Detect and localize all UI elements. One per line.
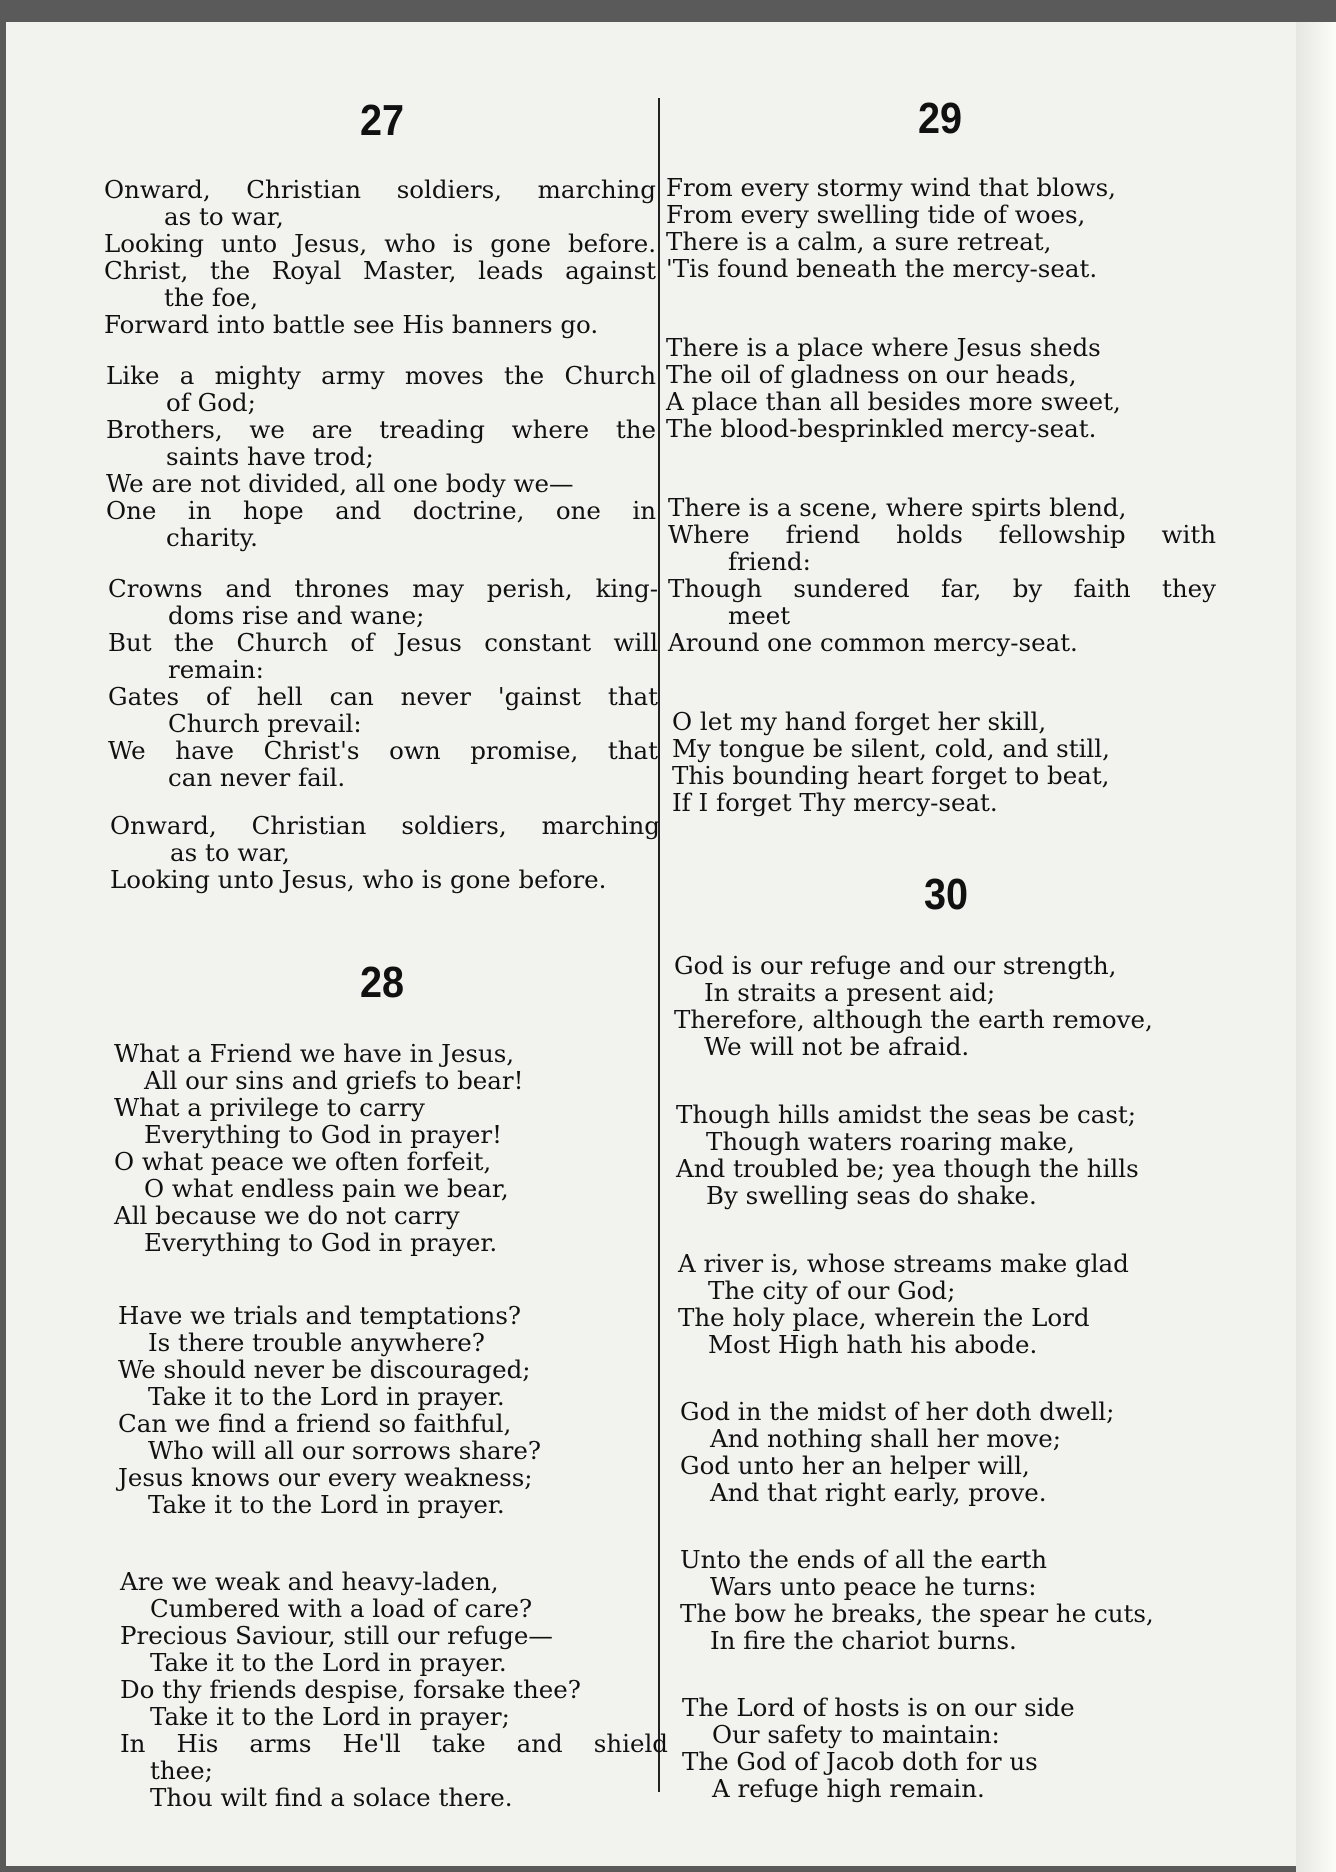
hymn-line: There is a scene, where spirts blend, — [668, 493, 1127, 522]
hymn-line: One in hope and doctrine, one in — [106, 496, 656, 525]
hymn-line: Around one common mercy-seat. — [668, 628, 1078, 657]
hymn-28-verse-1 — [114, 1040, 674, 1256]
hymn-line: Precious Saviour, still our refuge— — [120, 1621, 553, 1650]
hymn-line: We are not divided, all one body we— — [106, 469, 574, 498]
hymn-27-verse-2 — [106, 362, 656, 551]
hymn-line: Onward, Christian soldiers, marching — [104, 175, 656, 204]
hymn-line: A refuge high remain. — [712, 1774, 985, 1803]
hymn-line: All because we do not carry — [114, 1201, 460, 1230]
hymn-line: Can we find a friend so faithful, — [118, 1409, 512, 1438]
hymn-line: The blood-besprinkled mercy-seat. — [666, 414, 1097, 443]
hymn-line: Crowns and thrones may perish, king- — [108, 574, 658, 603]
hymn-30-verse-1 — [674, 952, 1234, 1060]
hymn-line: Christ, the Royal Master, leads against — [104, 256, 656, 285]
hymn-line: Jesus knows our every weakness; — [118, 1463, 533, 1492]
hymn-line: A place than all besides more sweet, — [666, 387, 1121, 416]
hymn-line: as to war, — [164, 202, 284, 231]
hymn-line: There is a calm, a sure retreat, — [666, 227, 1052, 256]
hymn-line: charity. — [166, 523, 258, 552]
hymn-29-verse-4 — [672, 708, 1232, 816]
hymn-27 — [102, 96, 662, 146]
hymn-line: O let my hand forget her skill, — [672, 707, 1047, 736]
hymn-line: saints have trod; — [166, 442, 374, 471]
hymn-28 — [102, 958, 662, 1008]
hymn-line: And troubled be; yea though the hills — [676, 1154, 1139, 1183]
hymn-line: as to war, — [170, 838, 290, 867]
hymn-30-verse-6 — [682, 1694, 1242, 1802]
hymn-line: Church prevail: — [168, 709, 362, 738]
hymn-line: Thou wilt find a solace there. — [150, 1783, 513, 1812]
hymn-line: Who will all our sorrows share? — [148, 1436, 541, 1465]
hymn-29-verse-3 — [668, 494, 1216, 656]
hymn-line: Most High hath his abode. — [708, 1330, 1038, 1359]
hymn-28-verse-3 — [120, 1568, 670, 1811]
hymn-line: of God; — [166, 388, 256, 417]
hymn-line: friend: — [728, 547, 811, 576]
hymn-line: Though hills amidst the seas be cast; — [676, 1100, 1137, 1129]
hymn-line: Is there trouble anywhere? — [148, 1328, 485, 1357]
hymn-line: Looking unto Jesus, who is gone before. — [110, 865, 607, 894]
hymn-line: By swelling seas do shake. — [706, 1181, 1037, 1210]
hymn-28-verse-2 — [118, 1302, 678, 1518]
hymn-line: 'Tis found beneath the mercy-seat. — [666, 254, 1098, 283]
hymn-line: remain: — [168, 655, 264, 684]
hymn-line: Take it to the Lord in prayer; — [150, 1702, 510, 1731]
hymn-line: But the Church of Jesus constant will — [108, 628, 658, 657]
hymn-line: All our sins and griefs to bear! — [144, 1066, 524, 1095]
hymn-line: From every stormy wind that blows, — [666, 173, 1116, 202]
hymn-line: The holy place, wherein the Lord — [678, 1303, 1090, 1332]
hymn-line: God unto her an helper will, — [680, 1451, 1030, 1480]
hymn-line: doms rise and wane; — [168, 601, 425, 630]
hymn-line: Cumbered with a load of care? — [150, 1594, 533, 1623]
hymn-line: Take it to the Lord in prayer. — [148, 1382, 505, 1411]
hymn-line: O what peace we often forfeit, — [114, 1147, 492, 1176]
hymn-27-verse-3 — [108, 575, 658, 791]
hymn-line: In His arms He'll take and shield — [120, 1729, 668, 1758]
hymn-line: The oil of gladness on our heads, — [666, 360, 1077, 389]
hymn-line: We should never be discouraged; — [118, 1355, 531, 1384]
hymn-number: 27 — [359, 96, 405, 145]
hymn-29 — [680, 94, 1200, 144]
hymn-number: 28 — [359, 958, 405, 1007]
hymn-29-verse-2 — [666, 334, 1226, 442]
hymn-30 — [686, 870, 1206, 920]
hymn-line: thee; — [150, 1756, 213, 1785]
hymn-29-verse-1 — [666, 174, 1226, 282]
hymn-line: God in the midst of her doth dwell; — [680, 1397, 1115, 1426]
hymn-30-verse-5 — [680, 1546, 1240, 1654]
column-divider — [658, 98, 660, 1792]
hymn-line: We have Christ's own promise, that — [108, 736, 658, 765]
hymn-line: Do thy friends despise, forsake thee? — [120, 1675, 581, 1704]
hymn-line: Though waters roaring make, — [706, 1127, 1075, 1156]
hymn-line: Everything to God in prayer. — [144, 1228, 498, 1257]
hymn-line: Unto the ends of all the earth — [680, 1545, 1048, 1574]
hymn-line: The city of our God; — [708, 1276, 956, 1305]
hymn-line: A river is, whose streams make glad — [678, 1249, 1129, 1278]
hymn-line: Gates of hell can never 'gainst that — [108, 682, 658, 711]
hymn-line: Brothers, we are treading where the — [106, 415, 656, 444]
hymn-line: can never fail. — [168, 763, 346, 792]
hymn-line: In straits a present aid; — [704, 978, 996, 1007]
hymn-line: Have we trials and temptations? — [118, 1301, 522, 1330]
hymn-line: Therefore, although the earth remove, — [674, 1005, 1153, 1034]
hymn-30-verse-4 — [680, 1398, 1240, 1506]
hymn-line: What a privilege to carry — [114, 1093, 425, 1122]
hymn-number: 29 — [917, 94, 963, 143]
hymn-line: Are we weak and heavy-laden, — [120, 1567, 499, 1596]
hymn-line: My tongue be silent, cold, and still, — [672, 734, 1110, 763]
hymn-27-verse-1 — [104, 176, 656, 338]
hymn-line: In fire the chariot burns. — [710, 1626, 1017, 1655]
hymn-line: Everything to God in prayer! — [144, 1120, 502, 1149]
hymn-27-verse-4 — [110, 812, 660, 893]
hymn-line: meet — [728, 601, 791, 630]
hymn-30-verse-3 — [678, 1250, 1238, 1358]
hymn-line: Onward, Christian soldiers, marching — [110, 811, 660, 840]
hymn-line: We will not be afraid. — [704, 1032, 970, 1061]
hymn-line: Like a mighty army moves the Church — [106, 361, 656, 390]
hymn-line: Take it to the Lord in prayer. — [150, 1648, 507, 1677]
hymn-line: And nothing shall her move; — [710, 1424, 1061, 1453]
hymn-30-verse-2 — [676, 1101, 1236, 1209]
hymn-line: This bounding heart forget to beat, — [672, 761, 1110, 790]
hymn-line: Forward into battle see His banners go. — [104, 310, 599, 339]
hymn-line: O what endless pain we bear, — [144, 1174, 509, 1203]
hymn-line: the foe, — [164, 283, 259, 312]
hymn-line: God is our refuge and our strength, — [674, 951, 1117, 980]
hymn-line: The bow he breaks, the spear he cuts, — [680, 1599, 1154, 1628]
hymn-number: 30 — [923, 870, 969, 919]
hymn-line: The God of Jacob doth for us — [682, 1747, 1038, 1776]
hymn-line: Wars unto peace he turns: — [710, 1572, 1037, 1601]
hymn-line: There is a place where Jesus sheds — [666, 333, 1101, 362]
hymn-line: The Lord of hosts is on our side — [682, 1693, 1075, 1722]
hymn-line: If I forget Thy mercy-seat. — [672, 788, 998, 817]
hymn-line: From every swelling tide of woes, — [666, 200, 1086, 229]
hymn-line: Though sundered far, by faith they — [668, 574, 1216, 603]
hymn-line: What a Friend we have in Jesus, — [114, 1039, 515, 1068]
hymn-line: Our safety to maintain: — [712, 1720, 1000, 1749]
hymn-line: Take it to the Lord in prayer. — [148, 1490, 505, 1519]
page-margin-strip — [1296, 22, 1336, 1872]
hymn-line: Looking unto Jesus, who is gone before. — [104, 229, 656, 258]
hymn-line: And that right early, prove. — [710, 1478, 1047, 1507]
hymn-line: Where friend holds fellowship with — [668, 520, 1216, 549]
